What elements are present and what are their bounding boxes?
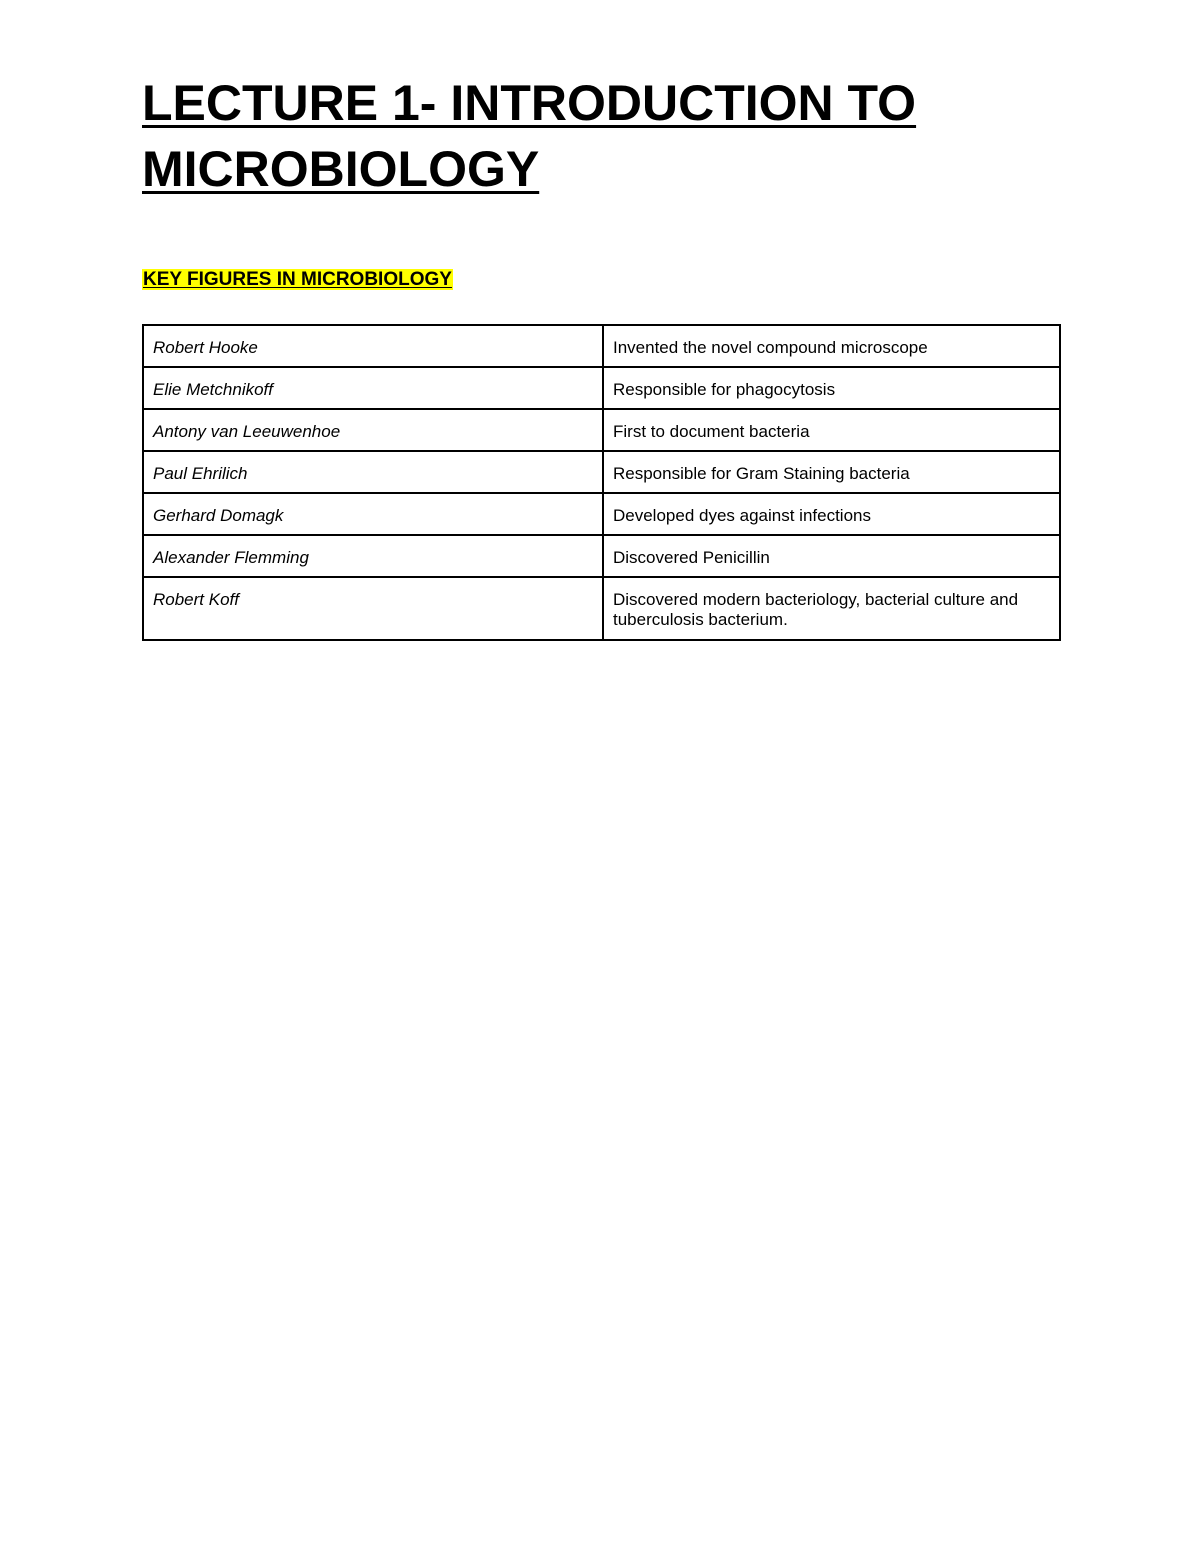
figure-description: Responsible for phagocytosis — [603, 367, 1060, 409]
table-row — [143, 367, 1060, 409]
table-row — [143, 535, 1060, 577]
figure-name: Paul Ehrilich — [143, 451, 603, 493]
figure-name: Antony van Leeuwenhoe — [143, 409, 603, 451]
figure-name: Alexander Flemming — [143, 535, 603, 577]
figure-description: Invented the novel compound microscope — [603, 325, 1060, 367]
key-figures-table — [142, 324, 1061, 641]
section-heading — [142, 268, 453, 292]
figure-description: Developed dyes against infections — [603, 493, 1060, 535]
table-row — [143, 409, 1060, 451]
table-row — [143, 451, 1060, 493]
figure-name: Elie Metchnikoff — [143, 367, 603, 409]
table-row — [143, 493, 1060, 535]
figure-description: Responsible for Gram Staining bacteria — [603, 451, 1060, 493]
figure-name: Robert Koff — [143, 577, 603, 640]
figure-description: Discovered modern bacteriology, bacterial culture and tuberculosis bacterium. — [603, 577, 1060, 640]
figure-description: Discovered Penicillin — [603, 535, 1060, 577]
page-title: LECTURE 1- INTRODUCTION TO MICROBIOLOGY — [142, 75, 917, 197]
table-row — [143, 577, 1060, 640]
figure-name: Robert Hooke — [143, 325, 603, 367]
figure-name: Gerhard Domagk — [143, 493, 603, 535]
section-heading-text: KEY FIGURES IN MICROBIOLOGY — [143, 269, 452, 290]
figure-description: First to document bacteria — [603, 409, 1060, 451]
table-row — [143, 325, 1060, 367]
